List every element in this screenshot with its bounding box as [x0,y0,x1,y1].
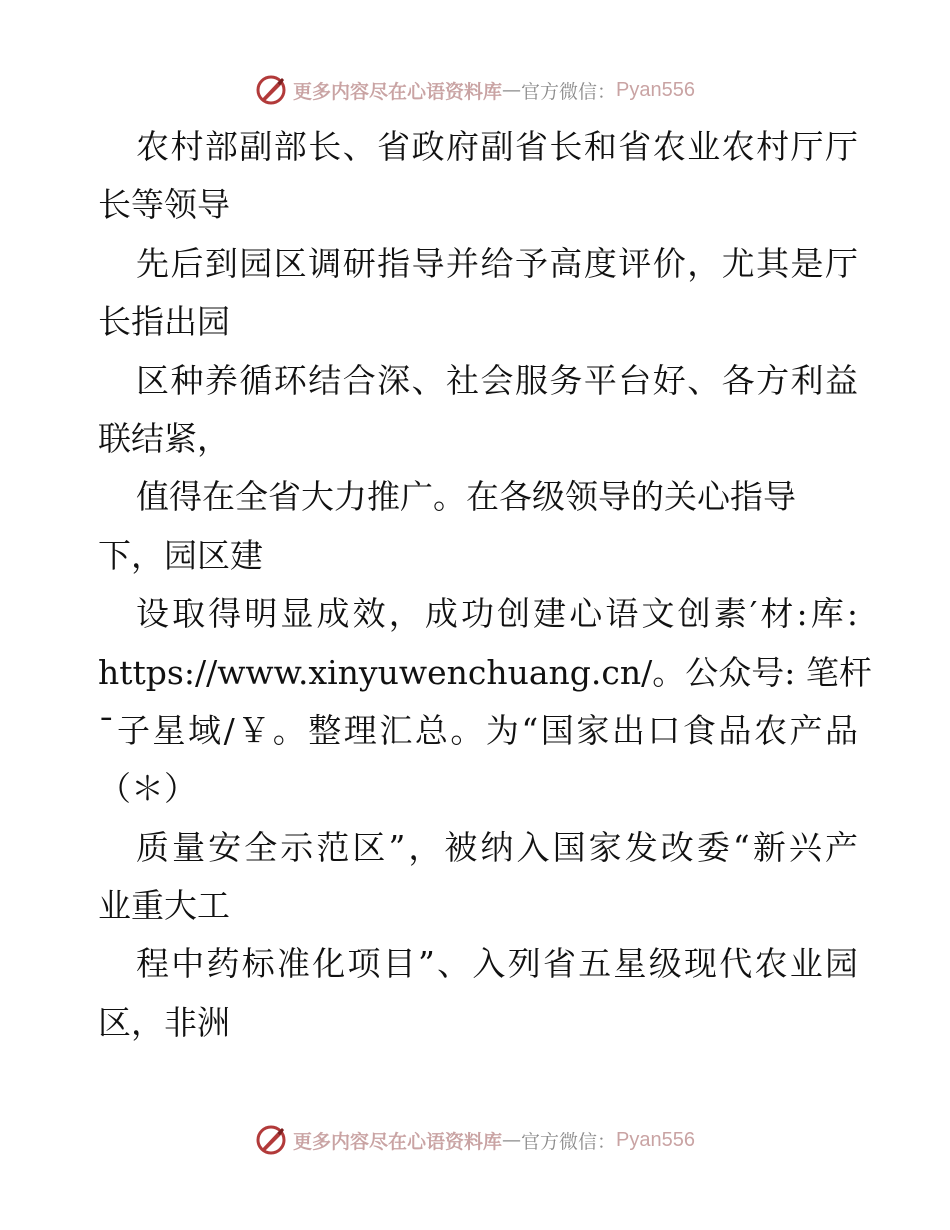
text-line: 联结紧， [98,418,230,458]
banner-wechat-id: Pyan556 [616,78,695,101]
banner-dash: — [502,1129,522,1151]
text-line: （＊） [98,769,197,809]
banner-wechat-label: 官方微信： [521,80,617,103]
text-line: ¯子星域/￥。整理汇总。为“国家出口食品农产品 [98,710,858,750]
text-line: 区种养循环结合深、社会服务平台好、各方利益 [136,360,858,400]
text-line: 区，非洲 [98,1002,230,1042]
banner-wechat-id: Pyan556 [616,1128,695,1151]
text-line: 质量安全示范区”，被纳入国家发改委“新兴产 [136,827,858,867]
pen-logo-icon [255,74,287,106]
banner-site-text: 更多内容尽在心语资料库 [293,1130,503,1153]
text-line: 先后到园区调研指导并给予高度评价，尤其是厅 [136,243,858,283]
document-body [98,118,872,1052]
pen-logo-icon [255,1124,287,1156]
text-line: 长等领导 [98,185,230,225]
header-banner [0,72,950,108]
text-line: 下，园区建 [98,535,263,575]
banner-site-text: 更多内容尽在心语资料库 [293,80,503,103]
text-line: 程中药标准化项目”、入列省五星级现代农业园 [136,944,858,984]
text-line: 业重大工 [98,886,230,926]
text-line: 农村部副部长、省政府副省长和省农业农村厅厅 [136,127,858,166]
text-line: 值得在全省大力推广。在各级领导的关心指导 [136,477,796,517]
text-line: https://www.xinyuwenchuang.cn/。公众号: 笔杆 [98,652,872,692]
footer-banner [0,1122,950,1158]
banner-dash: — [502,79,522,101]
text-line: 长指出园 [98,302,230,342]
text-line: 设取得明显成效，成功创建心语文创素′材:库: [136,594,858,634]
banner-wechat-label: 官方微信： [521,1130,617,1153]
